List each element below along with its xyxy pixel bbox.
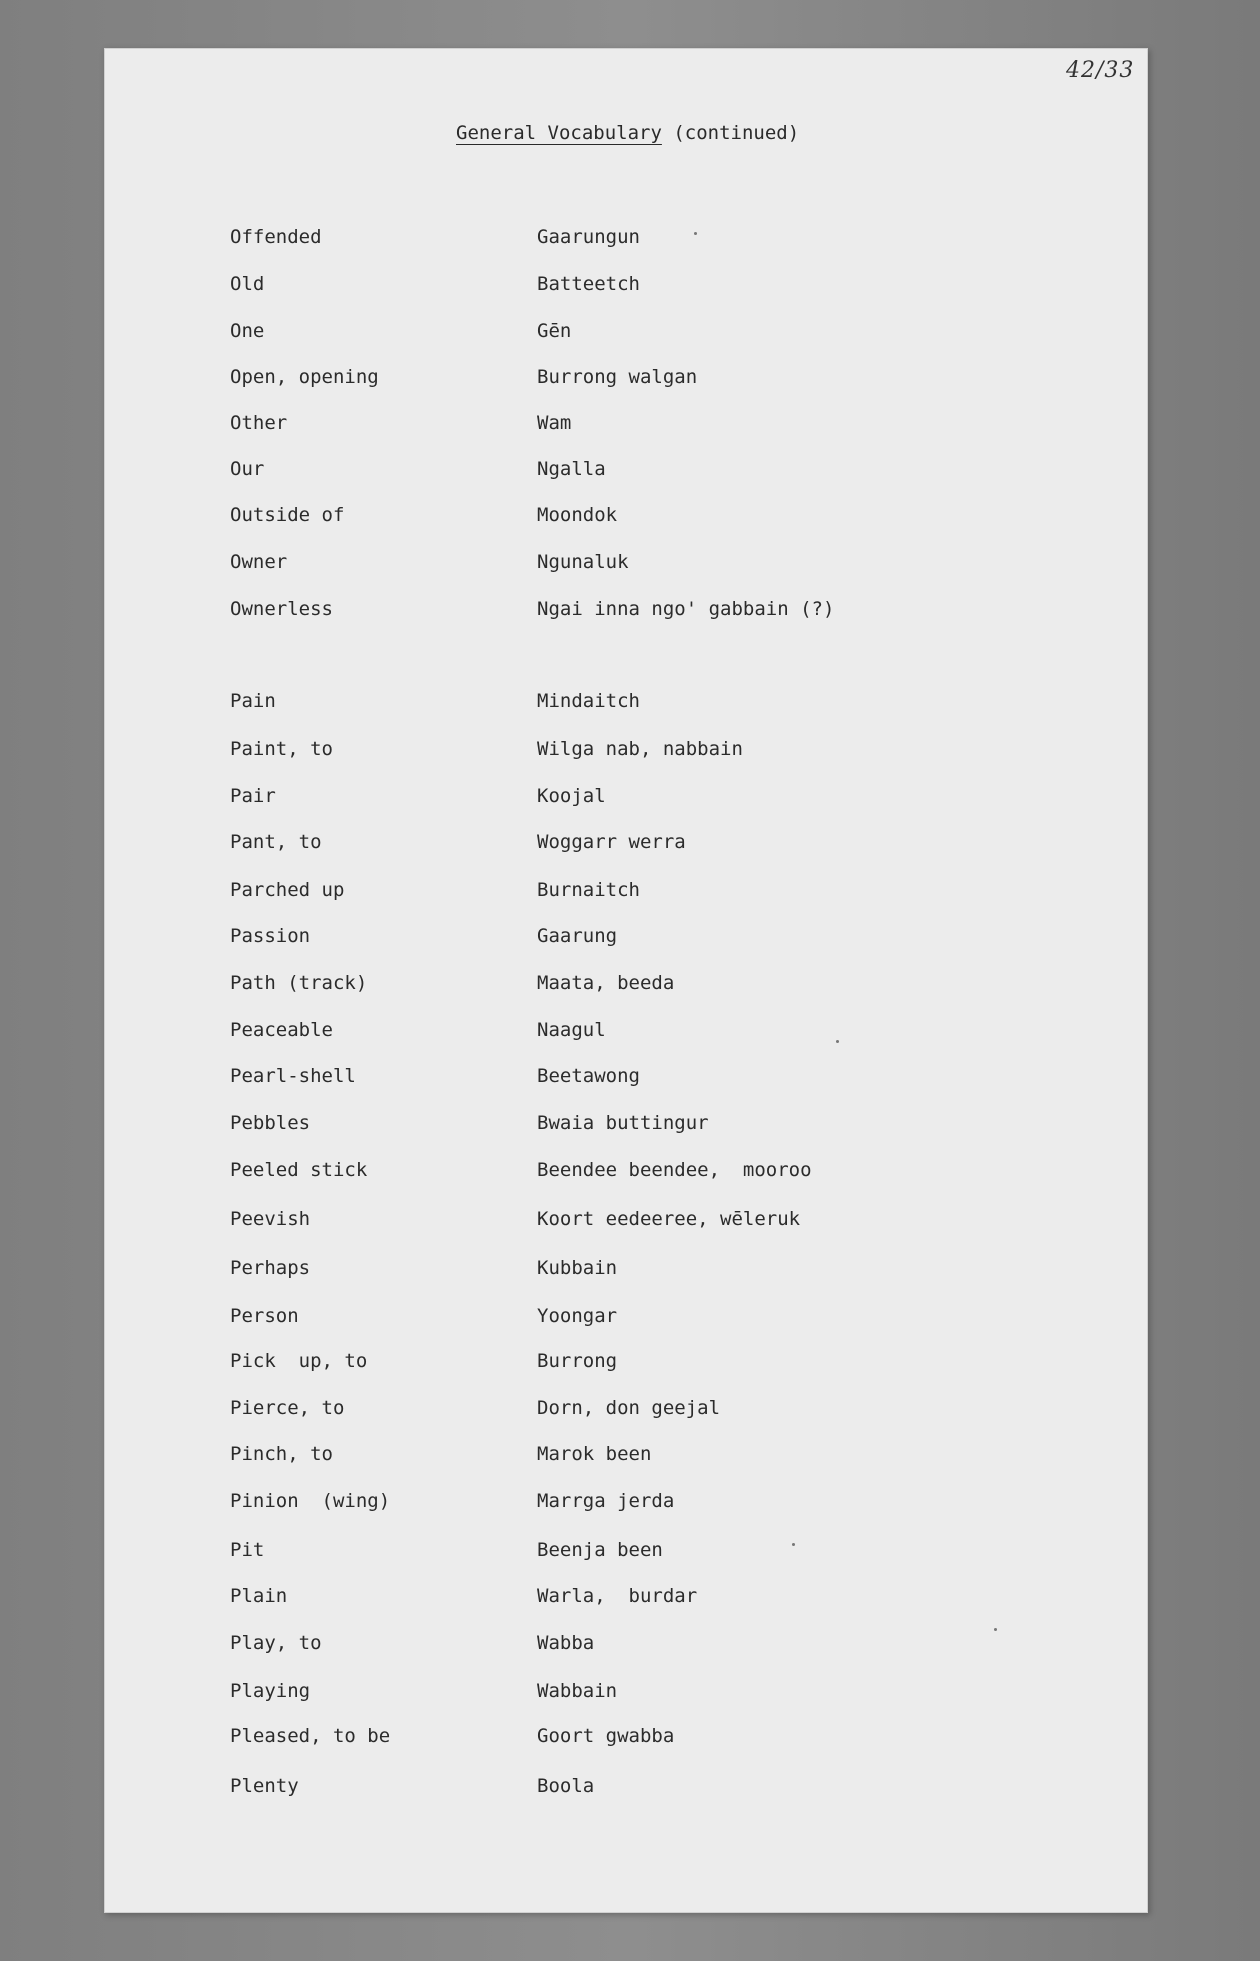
aboriginal-term: Moondok bbox=[537, 504, 618, 526]
vocab-row bbox=[0, 1257, 1260, 1287]
aboriginal-term: Goort gwabba bbox=[537, 1725, 675, 1747]
aboriginal-term: Gaarung bbox=[537, 925, 618, 947]
aboriginal-term: Koort eedeeree, wēleruk bbox=[537, 1208, 801, 1230]
vocab-row bbox=[0, 1159, 1260, 1189]
aboriginal-term: Beetawong bbox=[537, 1065, 640, 1087]
aboriginal-term: Ngalla bbox=[537, 458, 606, 480]
aboriginal-term: Burrong bbox=[537, 1350, 618, 1372]
english-term: Pinch, to bbox=[230, 1443, 333, 1465]
page-title-suffix: (continued) bbox=[661, 122, 800, 144]
aboriginal-term: Beenja been bbox=[537, 1539, 663, 1561]
aboriginal-term: Wilga nab, nabbain bbox=[537, 738, 743, 760]
english-term: Parched up bbox=[230, 879, 345, 901]
english-term: Person bbox=[230, 1305, 299, 1327]
english-term: Pierce, to bbox=[230, 1397, 345, 1419]
english-term: Peevish bbox=[230, 1208, 311, 1230]
english-term: Plenty bbox=[230, 1775, 299, 1797]
vocab-row bbox=[0, 504, 1260, 534]
english-term: Offended bbox=[230, 226, 322, 248]
page-title-main: General Vocabulary bbox=[456, 122, 662, 144]
english-term: Pinion (wing) bbox=[230, 1490, 391, 1512]
english-term: Pain bbox=[230, 690, 276, 712]
vocab-row bbox=[0, 1443, 1260, 1473]
english-term: Open, opening bbox=[230, 366, 379, 388]
aboriginal-term: Maata, beeda bbox=[537, 972, 675, 994]
vocab-row bbox=[0, 551, 1260, 581]
aboriginal-term: Ngai inna ngo' gabbain (?) bbox=[537, 598, 835, 620]
english-term: Path (track) bbox=[230, 972, 368, 994]
page-number: 42/33 bbox=[1066, 58, 1135, 83]
vocab-row bbox=[0, 1065, 1260, 1095]
english-term: Pair bbox=[230, 785, 276, 807]
english-term: Outside of bbox=[230, 504, 345, 526]
vocab-row bbox=[0, 1725, 1260, 1755]
aboriginal-term: Mindaitch bbox=[537, 690, 640, 712]
english-term: Pit bbox=[230, 1539, 265, 1561]
english-term: Perhaps bbox=[230, 1257, 311, 1279]
vocab-row bbox=[0, 879, 1260, 909]
english-term: Other bbox=[230, 412, 288, 434]
aboriginal-term: Woggarr werra bbox=[537, 831, 686, 853]
english-term: Pebbles bbox=[230, 1112, 311, 1134]
vocab-row bbox=[0, 1775, 1260, 1805]
aboriginal-term: Dorn, don geejal bbox=[537, 1397, 721, 1419]
vocab-row bbox=[0, 1585, 1260, 1615]
vocab-row bbox=[0, 1490, 1260, 1520]
vocab-row bbox=[0, 1539, 1260, 1569]
vocab-row bbox=[0, 1397, 1260, 1427]
english-term: Paint, to bbox=[230, 738, 333, 760]
vocab-row bbox=[0, 598, 1260, 628]
aboriginal-term: Naagul bbox=[537, 1019, 606, 1041]
vocab-row bbox=[0, 1632, 1260, 1662]
aboriginal-term: Gēn bbox=[537, 320, 572, 342]
aboriginal-term: Wam bbox=[537, 412, 572, 434]
vocab-row bbox=[0, 412, 1260, 442]
vocab-row bbox=[0, 738, 1260, 768]
vocab-row bbox=[0, 972, 1260, 1002]
vocab-row bbox=[0, 785, 1260, 815]
vocab-row bbox=[0, 226, 1260, 256]
vocab-row bbox=[0, 1305, 1260, 1335]
aboriginal-term: Wabbain bbox=[537, 1680, 618, 1702]
vocab-row bbox=[0, 458, 1260, 488]
aboriginal-term: Koojal bbox=[537, 785, 606, 807]
aboriginal-term: Gaarungun bbox=[537, 226, 640, 248]
aboriginal-term: Boola bbox=[537, 1775, 595, 1797]
aboriginal-term: Bwaia buttingur bbox=[537, 1112, 709, 1134]
aboriginal-term: Marrga jerda bbox=[537, 1490, 675, 1512]
english-term: Passion bbox=[230, 925, 311, 947]
english-term: Peaceable bbox=[230, 1019, 333, 1041]
english-term: Plain bbox=[230, 1585, 288, 1607]
vocab-row bbox=[0, 273, 1260, 303]
aboriginal-term: Kubbain bbox=[537, 1257, 618, 1279]
vocab-row bbox=[0, 690, 1260, 720]
paper-speck bbox=[694, 232, 697, 235]
english-term: Pleased, to be bbox=[230, 1725, 391, 1747]
aboriginal-term: Wabba bbox=[537, 1632, 595, 1654]
aboriginal-term: Beendee beendee, mooroo bbox=[537, 1159, 812, 1181]
vocab-row bbox=[0, 1680, 1260, 1710]
vocab-row bbox=[0, 1208, 1260, 1238]
vocab-row bbox=[0, 831, 1260, 861]
aboriginal-term: Batteetch bbox=[537, 273, 640, 295]
english-term: Pick up, to bbox=[230, 1350, 368, 1372]
english-term: One bbox=[230, 320, 265, 342]
vocab-row bbox=[0, 1350, 1260, 1380]
aboriginal-term: Marok been bbox=[537, 1443, 652, 1465]
vocab-row bbox=[0, 320, 1260, 350]
english-term: Ownerless bbox=[230, 598, 333, 620]
english-term: Pearl-shell bbox=[230, 1065, 356, 1087]
aboriginal-term: Burnaitch bbox=[537, 879, 640, 901]
english-term: Play, to bbox=[230, 1632, 322, 1654]
aboriginal-term: Yoongar bbox=[537, 1305, 618, 1327]
paper-speck bbox=[792, 1543, 795, 1546]
paper-speck bbox=[836, 1040, 839, 1043]
english-term: Owner bbox=[230, 551, 288, 573]
english-term: Peeled stick bbox=[230, 1159, 368, 1181]
aboriginal-term: Burrong walgan bbox=[537, 366, 698, 388]
vocab-row bbox=[0, 1112, 1260, 1142]
english-term: Old bbox=[230, 273, 265, 295]
aboriginal-term: Warla, burdar bbox=[537, 1585, 698, 1607]
aboriginal-term: Ngunaluk bbox=[537, 551, 629, 573]
paper-speck bbox=[994, 1628, 997, 1631]
vocab-row bbox=[0, 1019, 1260, 1049]
english-term: Playing bbox=[230, 1680, 311, 1702]
vocab-row bbox=[0, 366, 1260, 396]
english-term: Pant, to bbox=[230, 831, 322, 853]
vocab-row bbox=[0, 925, 1260, 955]
english-term: Our bbox=[230, 458, 265, 480]
